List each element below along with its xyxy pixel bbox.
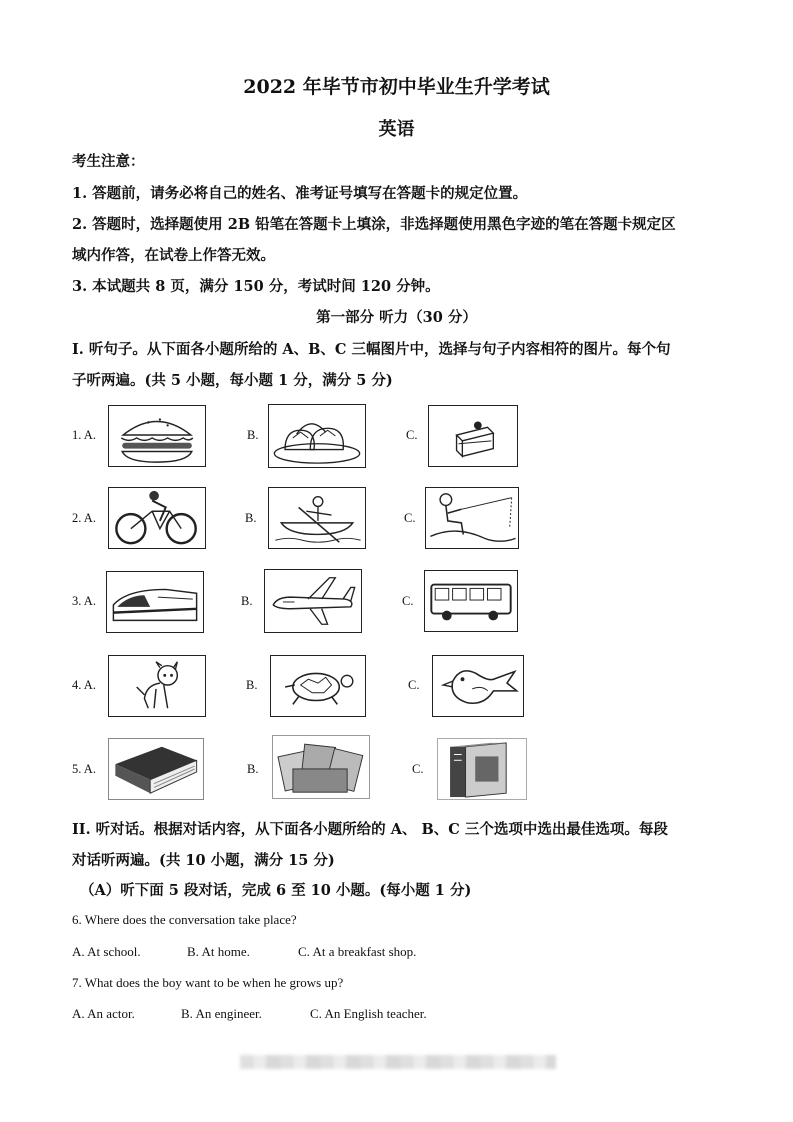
cycling-icon: [108, 487, 206, 549]
q2-label: 2. A.: [72, 511, 96, 525]
rowing-boat-icon: [268, 487, 366, 549]
question-7-option-c: C. An English teacher.: [310, 1006, 427, 1021]
section1-instruction-cont: 子听两遍。(共 5 小题，每小题 1 分，满分 5 分): [72, 372, 393, 389]
notice-item-1: 1. 答题前，请务必将自己的姓名、准考证号填写在答题卡的规定位置。: [72, 185, 528, 202]
q4-b-label: B.: [246, 678, 258, 692]
steamed-buns-icon: [268, 404, 366, 468]
question-7-option-a: A. An actor.: [72, 1006, 135, 1021]
question-6-stem: 6. Where does the conversation take place?: [72, 912, 297, 927]
q4-c-label: C.: [408, 678, 420, 692]
notice-item-2-cont: 域内作答，在试卷上作答无效。: [72, 247, 275, 264]
notice-item-3: 3. 本试题共 8 页，满分 150 分，考试时间 120 分钟。: [72, 278, 440, 295]
q5-label: 5. A.: [72, 762, 96, 776]
dog-icon: [108, 655, 206, 717]
question-6-option-b: B. At home.: [187, 944, 250, 959]
exam-title: 2022 年毕节市初中毕业生升学考试: [243, 76, 550, 98]
notice-item-2: 2. 答题时，选择题使用 2B 铅笔在答题卡上填涂，非选择题使用黑色字迹的笔在答题卡规定区: [72, 216, 676, 233]
bus-icon: [424, 570, 518, 632]
fishing-icon: [425, 487, 519, 549]
section1-instruction: I. 听句子。从下面各小题所给的 A、B、C 三幅图片中，选择与句子内容相符的图片。每个句: [72, 341, 671, 358]
blurred-footer-watermark: [240, 1055, 556, 1069]
notice-heading: 考生注意：: [72, 153, 145, 170]
q3-label: 3. A.: [72, 594, 96, 608]
section2-sub-a: （A）听下面 5 段对话，完成 6 至 10 小题。(每小题 1 分): [80, 882, 472, 899]
bird-icon: [432, 655, 524, 717]
airplane-icon: [264, 569, 362, 633]
high-speed-train-icon: [106, 571, 204, 633]
q5-c-label: C.: [412, 762, 424, 776]
q3-c-label: C.: [402, 594, 414, 608]
book-icon: [108, 738, 204, 800]
q1-label: 1. A.: [72, 428, 96, 442]
q5-b-label: B.: [247, 762, 259, 776]
question-7-stem: 7. What does the boy want to be when he grows up?: [72, 975, 344, 990]
section2-instruction: II. 听对话。根据对话内容，从下面各小题所给的 A、 B、C 三个选项中选出最佳选项。每段: [72, 821, 668, 838]
section2-instruction-cont: 对话听两遍。(共 10 小题，满分 15 分): [72, 852, 335, 869]
q3-b-label: B.: [241, 594, 253, 608]
q1-c-label: C.: [406, 428, 418, 442]
magazines-icon: [272, 735, 370, 799]
q2-c-label: C.: [404, 511, 416, 525]
q2-b-label: B.: [245, 511, 257, 525]
q1-b-label: B.: [247, 428, 259, 442]
hamburger-icon: [108, 405, 206, 467]
cake-icon: [428, 405, 518, 467]
part1-heading: 第一部分 听力（30 分）: [316, 309, 477, 326]
exam-subject: 英语: [378, 119, 415, 140]
turtle-icon: [270, 655, 366, 717]
q4-label: 4. A.: [72, 678, 96, 692]
question-6-option-a: A. At school.: [72, 944, 141, 959]
dictionary-icon: [437, 738, 527, 800]
question-7-option-b: B. An engineer.: [181, 1006, 262, 1021]
question-6-option-c: C. At a breakfast shop.: [298, 944, 417, 959]
